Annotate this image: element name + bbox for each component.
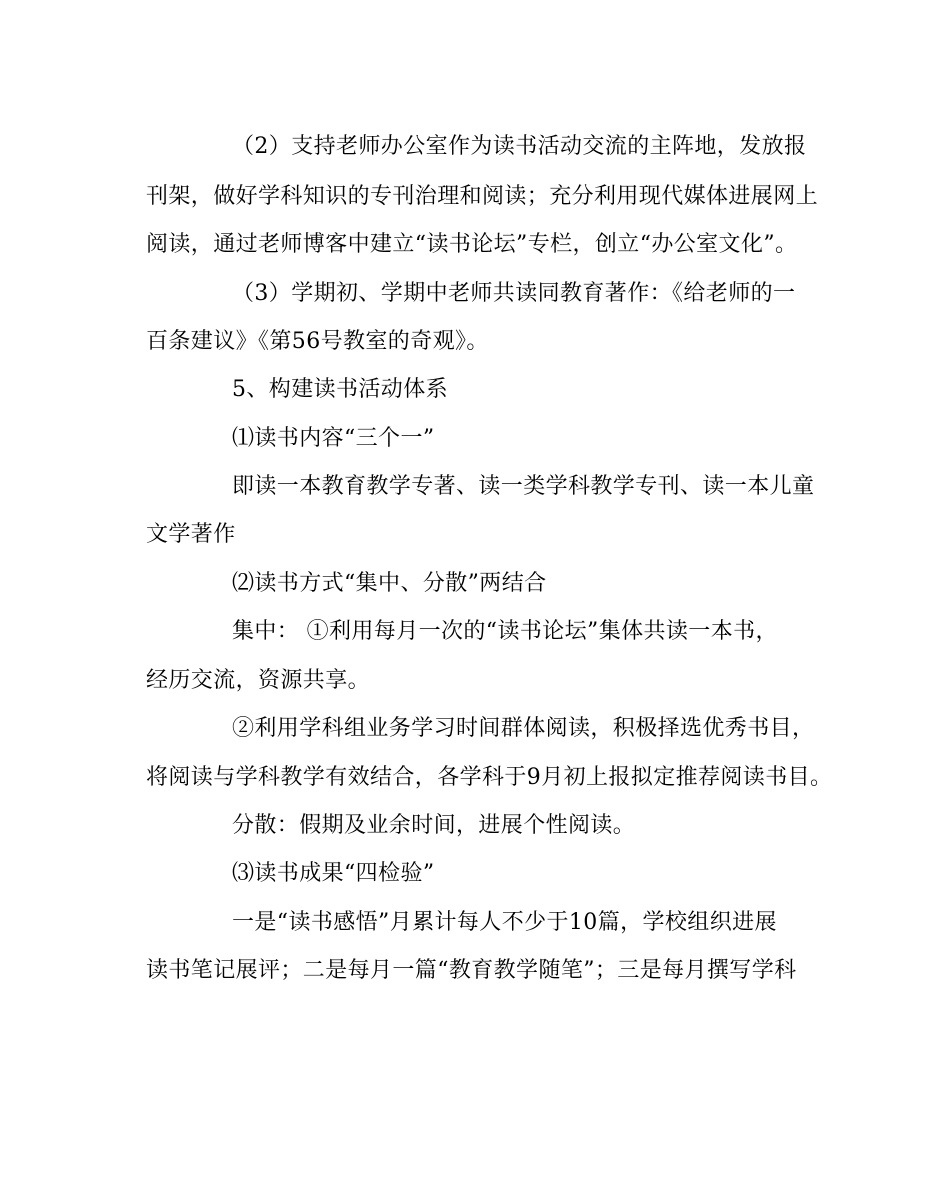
paragraph-line: ②利用学科组业务学习时间群体阅读，积极择选优秀书目， [232,716,815,741]
paragraph-line: 百条建议》《第56号教室的奇观》。 [146,329,489,354]
subsection-heading: ⑴读书内容“三个一” [232,426,435,451]
paragraph-line: 即读一本教育教学专著、读一类学科教学专刊、读一本儿童 [232,474,815,499]
paragraph-line: （2）支持老师办公室作为读书活动交流的主阵地，发放报 [232,134,807,159]
paragraph-line: 一是“读书感悟”月累计每人不少于10篇，学校组织进展 [232,910,777,935]
paragraph-line: 阅读，通过老师博客中建立“读书论坛”专栏，创立“办公室文化”。 [146,232,798,257]
paragraph-line: 文学著作 [146,522,236,547]
paragraph-line: 集中： ①利用每月一次的“读书论坛”集体共读一本书， [232,619,778,644]
subsection-heading: ⑵读书方式“集中、分散”两结合 [232,571,547,596]
section-heading: 5、构建读书活动体系 [232,377,448,402]
paragraph-line: 读书笔记展评；二是每月一篇“教育教学随笔”；三是每月撰写学科 [146,958,797,983]
paragraph-line: 刊架，做好学科知识的专刊治理和阅读；充分利用现代媒体进展网上 [146,184,819,209]
subsection-heading: ⑶读书成果“四检验” [232,861,435,886]
paragraph-line: 将阅读与学科教学有效结合，各学科于9月初上报拟定推荐阅读书目。 [146,765,833,790]
paragraph-line: 分散：假期及业余时间，进展个性阅读。 [232,813,636,838]
paragraph-line: 经历交流，资源共享。 [146,668,371,693]
paragraph-line: （3）学期初、学期中老师共读同教育著作：《给老师的一 [232,281,796,306]
